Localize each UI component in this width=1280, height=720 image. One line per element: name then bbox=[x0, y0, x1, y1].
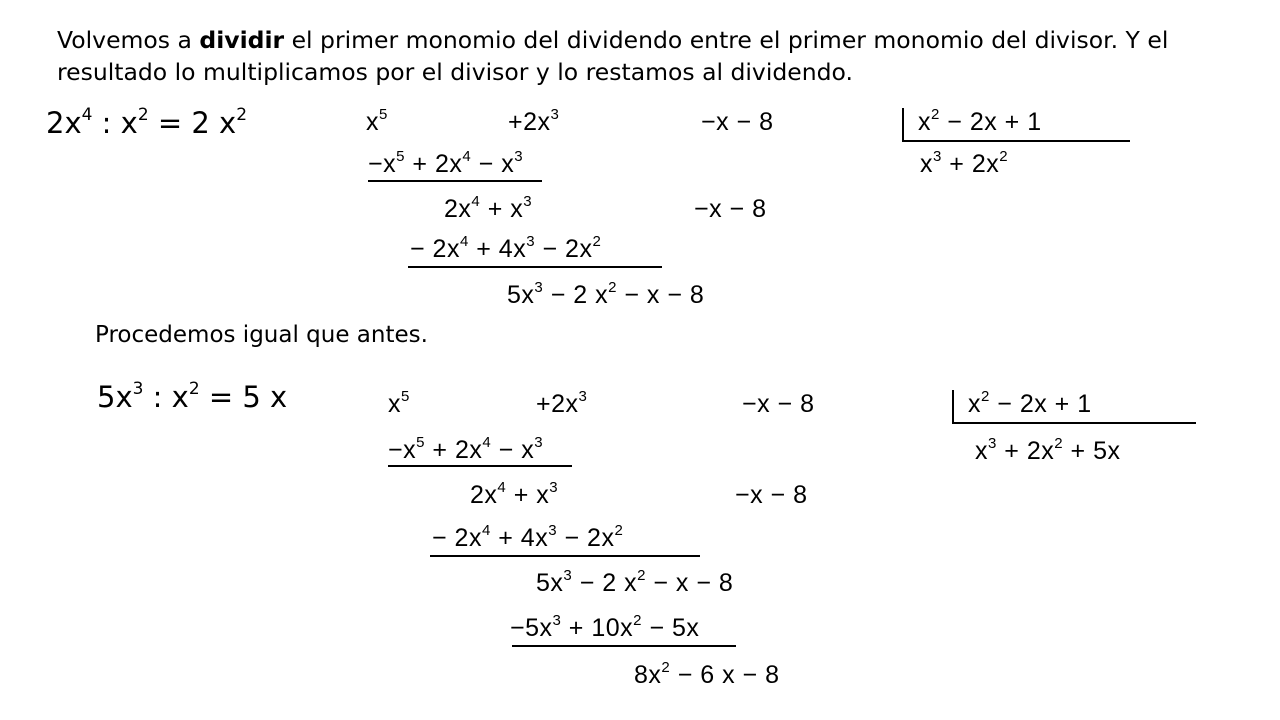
step1-remainder-row-1: $2x^4 + x^3$ bbox=[444, 193, 533, 223]
step1-line-1 bbox=[368, 180, 542, 182]
step1-division-bracket-horizontal bbox=[902, 140, 1130, 142]
step2-remainder-row-1-tail: −x − 8 bbox=[735, 481, 808, 509]
step2-line-2 bbox=[430, 555, 700, 557]
step2-subtract-row-1: $-x^5 + 2x^4 - x^3$ bbox=[388, 434, 544, 464]
intro-paragraph bbox=[57, 24, 1227, 88]
step2-subtract-row-2: − $2x^4 + 4x^3 - 2x^2$ bbox=[432, 522, 624, 552]
step2-remainder-row-3: $8x^2 - 6$ x − 8 bbox=[634, 659, 780, 689]
step1-divisor: $x^2 - 2x + 1$ bbox=[918, 106, 1042, 136]
step1-dividend-tail: −x − 8 bbox=[701, 108, 774, 136]
step2-equation: $5x^3$ : $x^2 = 5$ x bbox=[97, 379, 288, 414]
step1-dividend-x5: $x^5$ bbox=[366, 106, 388, 136]
intro-bold-word: dividir bbox=[199, 26, 285, 54]
step2-line-3 bbox=[512, 645, 736, 647]
step2-divisor: $x^2 - 2x + 1$ bbox=[968, 388, 1092, 418]
step2-quotient: $x^3 + 2x^2 + 5x$ bbox=[975, 435, 1121, 465]
step2-remainder-row-1: $2x^4 + x^3$ bbox=[470, 479, 559, 509]
step1-equation: $2x^4$ : $x^2 = 2$ $x^2$ bbox=[46, 105, 248, 140]
step1-quotient: $x^3 + 2x^2$ bbox=[920, 148, 1009, 178]
step2-division-bracket-horizontal bbox=[952, 422, 1196, 424]
step2-dividend-x5: $x^5$ bbox=[388, 388, 410, 418]
step2-dividend-2x3: $+2x^3$ bbox=[536, 388, 588, 418]
step2-remainder-row-2: $5x^3 - 2$ $x^2 - x - 8$ bbox=[536, 567, 734, 597]
step1-remainder-row-2: $5x^3 - 2$ $x^2 - x - 8$ bbox=[507, 279, 705, 309]
intro-text-2: el primer monomio del dividendo entre el primer monomio del divisor. Y el resultado lo multiplicamos por el divisor y lo restamos al dividendo. bbox=[57, 26, 1169, 86]
step1-division-bracket-vertical bbox=[902, 108, 904, 142]
step1-subtract-row-2: − $2x^4 + 4x^3 - 2x^2$ bbox=[410, 233, 602, 263]
intro-text-1: Volvemos a bbox=[57, 26, 200, 54]
step1-remainder-row-1-tail: −x − 8 bbox=[694, 195, 767, 223]
note-text: Procedemos igual que antes. bbox=[95, 322, 428, 348]
step2-subtract-row-3: $-5x^3 + 10x^2 - 5x$ bbox=[510, 612, 700, 642]
step2-division-bracket-vertical bbox=[952, 390, 954, 424]
step2-line-1 bbox=[388, 465, 572, 467]
step2-dividend-tail: −x − 8 bbox=[742, 390, 815, 418]
step1-line-2 bbox=[408, 266, 662, 268]
step1-subtract-row-1: $-x^5 + 2x^4 - x^3$ bbox=[368, 148, 524, 178]
step1-dividend-2x3: $+2x^3$ bbox=[508, 106, 560, 136]
